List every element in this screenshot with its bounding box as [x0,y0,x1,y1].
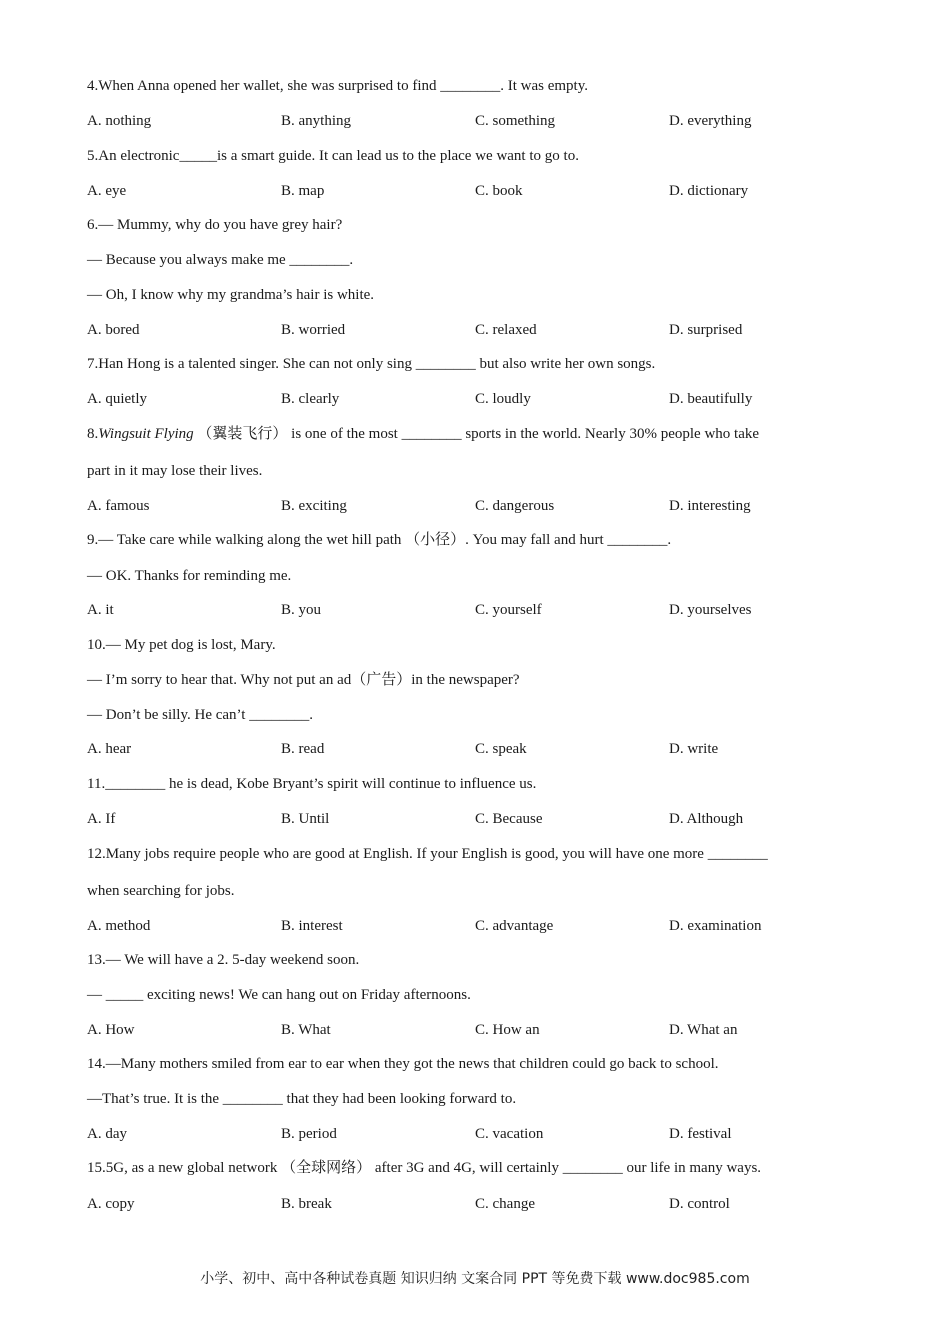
question-7-option-c: C. loudly [475,391,531,407]
question-13-option-b: B. What [281,1022,331,1038]
question-6-stem: 6.— Mummy, why do you have grey hair? [87,217,343,233]
question-14-stem: 14.—Many mothers smiled from ear to ear when they got the news that children could go back to school. [87,1056,719,1072]
question-9-option-b: B. you [281,602,322,618]
question-11-option-b: B. Until [281,811,330,827]
question-11-stem: 11.________ he is dead, Kobe Bryant’s spirit will continue to influence us. [87,776,537,792]
question-13-option-a: A. How [87,1022,135,1038]
question-10-line-3: — Don’t be silly. He can’t ________. [87,707,313,723]
question-8-number: 8. [87,426,99,442]
question-11-option-d: D. Although [669,811,744,827]
question-10-option-c: C. speak [475,741,527,757]
question-12-line-2: when searching for jobs. [87,883,235,899]
question-14-option-d: D. festival [669,1126,732,1142]
question-10-option-b: B. read [281,741,325,757]
question-8-option-d: D. interesting [669,498,751,514]
question-8-line-2: part in it may lose their lives. [87,463,263,479]
question-5-option-c: C. book [475,183,523,199]
question-6-line-2: — Because you always make me ________. [87,252,354,268]
question-14-line-2: —That’s true. It is the ________ that they had been looking forward to. [87,1091,517,1107]
question-5-stem: 5.An electronic_____is a smart guide. It can lead us to the place we want to go to. [87,148,579,164]
question-7-option-b: B. clearly [281,391,340,407]
question-7-option-a: A. quietly [87,391,147,407]
question-14-option-c: C. vacation [475,1126,544,1142]
question-15-option-d: D. control [669,1196,730,1212]
question-12-option-b: B. interest [281,918,343,934]
question-12-stem: 12.Many jobs require people who are good at English. If your English is good, you will have one more ________ [87,846,768,862]
question-8-stem-rest: （翼装飞行） is one of the most ________ sports in the world. Nearly 30% people who take [193,426,760,442]
question-5-option-d: D. dictionary [669,183,749,199]
question-13-option-c: C. How an [475,1022,540,1038]
question-6-option-b: B. worried [281,322,346,338]
question-4-option-d: D. everything [669,113,752,129]
question-4-option-a: A. nothing [87,113,152,129]
question-14-option-a: A. day [87,1126,127,1142]
question-15-stem: 15.5G, as a new global network （全球网络） after 3G and 4G, will certainly ________ our life in many ways. [87,1160,762,1176]
question-9-option-d: D. yourselves [669,602,752,618]
question-8-option-a: A. famous [87,498,150,514]
question-6-line-3: — Oh, I know why my grandma’s hair is white. [87,287,375,303]
question-15-option-b: B. break [281,1196,332,1212]
question-9-option-a: A. it [87,602,114,618]
question-4-stem: 4.When Anna opened her wallet, she was surprised to find ________. It was empty. [87,78,588,94]
question-9-option-c: C. yourself [475,602,542,618]
question-12-option-c: C. advantage [475,918,554,934]
question-9-line-2: — OK. Thanks for reminding me. [87,568,292,584]
question-8-option-c: C. dangerous [475,498,555,514]
question-10-stem: 10.— My pet dog is lost, Mary. [87,637,276,653]
question-6-option-a: A. bored [87,322,140,338]
question-11-option-c: C. Because [475,811,543,827]
question-14-option-b: B. period [281,1126,337,1142]
question-9-stem: 9.— Take care while walking along the wet hill path （小径）. You may fall and hurt ________. [87,532,672,548]
question-8-stem [87,424,759,444]
question-12-option-d: D. examination [669,918,762,934]
question-13-stem: 13.— We will have a 2. 5-day weekend soon. [87,952,360,968]
question-13-option-d: D. What an [669,1022,738,1038]
question-8-italic-term: Wingsuit Flying [98,426,194,442]
question-13-line-2: — _____ exciting news! We can hang out on Friday afternoons. [87,987,471,1003]
question-11-option-a: A. If [87,811,116,827]
question-8-option-b: B. exciting [281,498,347,514]
question-15-option-a: A. copy [87,1196,135,1212]
question-10-line-2: — I’m sorry to hear that. Why not put an ad（广告）in the newspaper? [87,672,520,688]
question-6-option-c: C. relaxed [475,322,537,338]
question-10-option-d: D. write [669,741,719,757]
question-5-option-a: A. eye [87,183,127,199]
question-10-option-a: A. hear [87,741,132,757]
question-5-option-b: B. map [281,183,325,199]
question-7-stem: 7.Han Hong is a talented singer. She can not only sing ________ but also write her own songs. [87,356,656,372]
question-4-option-c: C. something [475,113,556,129]
question-7-option-d: D. beautifully [669,391,753,407]
question-15-option-c: C. change [475,1196,535,1212]
page-footer: 小学、初中、高中各种试卷真题 知识归纳 文案合同 PPT 等免费下载 www.doc985.com [200,1271,750,1287]
question-12-option-a: A. method [87,918,151,934]
question-4-option-b: B. anything [281,113,351,129]
question-6-option-d: D. surprised [669,322,743,338]
